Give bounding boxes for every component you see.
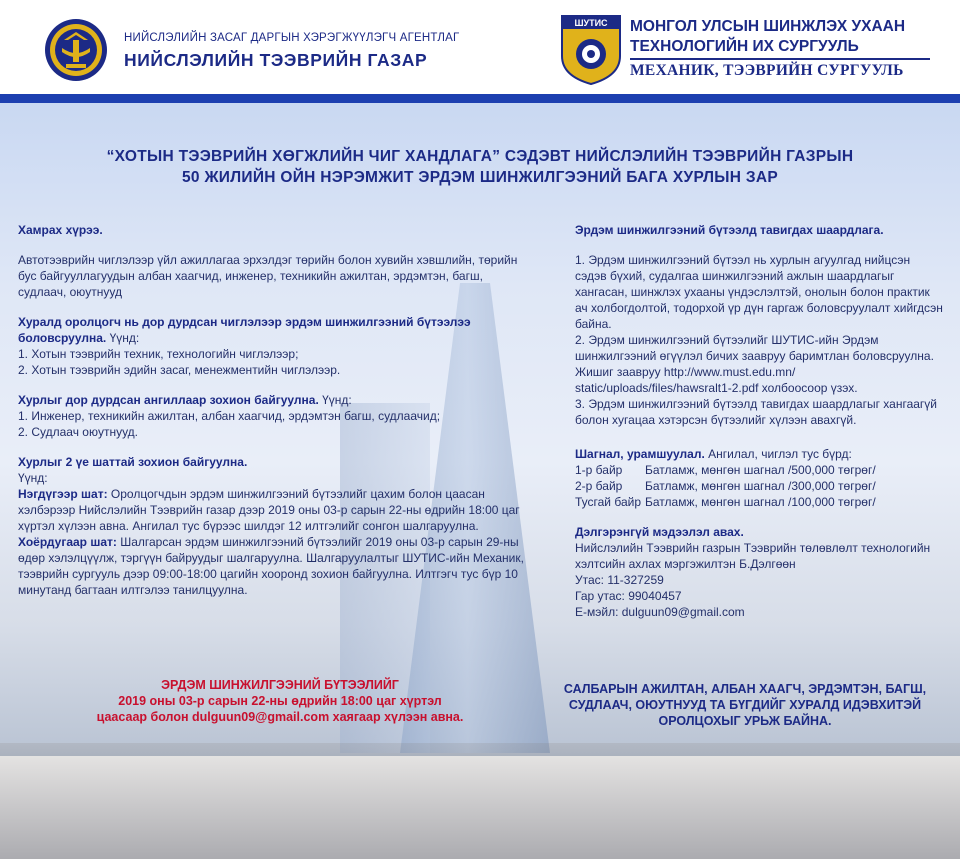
award-place: Тусгай байр	[575, 495, 641, 509]
requirement-1: 1. Эрдэм шинжилгээний бүтээл нь хурлын агуулгад нийцсэн сэдэв бүхий, судалгаа шинжилгээний ажлын шаардлагыг хангасан, шинжлэх ухааны үндэслэлтэй, онолын болон практик ач холбогдолтой, тодорхой үр дүн гаргаж боловсруулалт хийгдсэн байна.	[575, 253, 943, 331]
right-org-line2: ТЕХНОЛОГИЙН ИХ СУРГУУЛЬ	[630, 38, 859, 55]
contact-phone: Утас: 11-327259	[575, 573, 664, 587]
header	[0, 0, 960, 94]
slogan-line2: СУДЛААЧ, ОЮУТНУУД ТА БҮГДИЙГ ХУРАЛД ИДЭВХИТЭЙ	[568, 698, 922, 712]
stage2-paragraph	[18, 534, 526, 598]
award-row	[575, 494, 945, 510]
stage1-label: Нэгдүгээр шат:	[18, 487, 108, 501]
awards-block	[575, 446, 945, 462]
callout-line3: цаасаар болон dulguun09@gmail.com хаягаар хүлээн авна.	[96, 710, 464, 724]
university-logo-text	[560, 14, 622, 30]
contact-email: Е-мэйл: dulguun09@gmail.com	[575, 605, 745, 619]
header-divider	[630, 58, 930, 60]
right-org-line1: МОНГОЛ УЛСЫН ШИНЖЛЭХ УХААН	[630, 18, 906, 35]
categories-label: Үүнд:	[318, 393, 352, 407]
categories-heading: Хурлыг дор дурдсан ангиллаар зохион байгуулна.	[18, 393, 319, 407]
stages-heading: Хурлыг 2 үе шаттай зохион байгуулна.	[18, 455, 248, 469]
directions-item-1: 1. Хотын тээврийн техник, технологийн чиглэлээр;	[18, 347, 299, 361]
awards-intro: Ангилал, чиглэл тус бүрд:	[704, 447, 852, 461]
left-org-name: НИЙСЛЭЛИЙН ТЭЭВРИЙН ГАЗАР	[124, 50, 428, 70]
submission-callout	[0, 677, 560, 725]
contact-person: Нийслэлийн Тээврийн газрын Тээврийн төлөвлөлт технологийн хэлтсийн ахлах мэргэжилтэн Б.Дэлгөөн	[575, 541, 931, 571]
callout-line1: ЭРДЭМ ШИНЖИЛГЭЭНИЙ БҮТЭЭЛИЙГ	[161, 678, 399, 692]
categories-item-2: 2. Судлаач оюутнууд.	[18, 425, 139, 439]
poster-title	[0, 146, 960, 188]
requirement-3: 3. Эрдэм шинжилгээний бүтээлд тавигдах шаардлагыг хангаагүй болон хугацаа хэтэрсэн бүтээлийг хүлээн авахгүй.	[575, 397, 938, 427]
award-place: 2-р байр	[575, 479, 623, 493]
header-stripe	[0, 94, 960, 103]
slogan-line3: ОРОЛЦОХЫГ УРЬЖ БАЙНА.	[658, 714, 832, 728]
invitation-slogan	[530, 681, 960, 729]
background-street	[0, 743, 960, 859]
award-place: 1-р байр	[575, 463, 623, 477]
callout-line2: 2019 оны 03-р сарын 22-ны өдрийн 18:00 цаг хүртэл	[118, 694, 442, 708]
right-org-line3: МЕХАНИК, ТЭЭВРИЙН СУРГУУЛЬ	[630, 62, 904, 79]
directions-label: Үүнд:	[106, 331, 140, 345]
directions-heading: Хуралд оролцогч нь дор дурдсан чиглэлээр эрдэм шинжилгээний бүтээлээ боловсруулна.	[18, 315, 471, 345]
contact-heading: Дэлгэрэнгүй мэдээлэл авах.	[575, 525, 744, 539]
awards-heading: Шагнал, урамшуулал.	[575, 447, 705, 461]
scope-heading: Хамрах хүрээ.	[18, 223, 103, 237]
transport-agency-logo-icon	[44, 18, 108, 82]
award-prize: Батламж, мөнгөн шагнал /300,000 төгрөг/	[645, 479, 876, 493]
title-line1: “ХОТЫН ТЭЭВРИЙН ХӨГЖЛИЙН ЧИГ ХАНДЛАГА” СЭДЭВТ НИЙСЛЭЛИЙН ТЭЭВРИЙН ГАЗРЫН	[106, 148, 854, 165]
right-column	[575, 222, 945, 620]
requirement-2: 2. Эрдэм шинжилгээний бүтээлийг ШУТИС-ийн Эрдэм шинжилгээний өгүүлэл бичих заавруу баримтлан боловсруулна. Жишиг заавруу http://www.must.edu.mn/ static/uploads/files/hawsralt1-2.pdf холбоосоор үзэх.	[575, 333, 934, 395]
stage2-label: Хоёрдугаар шат:	[18, 535, 117, 549]
categories-item-1: 1. Инженер, техникийн ажилтан, албан хаагчид, эрдэмтэн багш, судлаачид;	[18, 409, 441, 423]
stages-label: Үүнд:	[18, 471, 48, 485]
directions-block	[18, 314, 526, 346]
svg-text:ШУТИС: ШУТИС	[574, 18, 608, 28]
left-column	[18, 222, 526, 598]
slogan-line1: САЛБАРЫН АЖИЛТАН, АЛБАН ХААГЧ, ЭРДЭМТЭН, БАГШ,	[563, 682, 927, 696]
directions-item-2: 2. Хотын тээврийн эдийн засаг, менежментийн чиглэлээр.	[18, 363, 341, 377]
stage1-paragraph	[18, 486, 526, 534]
award-row	[575, 462, 945, 478]
categories-block	[18, 392, 526, 408]
title-line2: 50 ЖИЛИЙН ОЙН НЭРЭМЖИТ ЭРДЭМ ШИНЖИЛГЭЭНИЙ БАГА ХУРЛЫН ЗАР	[182, 169, 778, 186]
stage1-text: Оролцогчдын эрдэм шинжилгээний бүтээлийг цахим болон цаасан хэлбэрээр Нийслэлийн Тээврийн газар дээр 2019 оны 03-р сарын 22-ны өдрийн 18:00 цаг хүртэл хүлээн авна. Ангилал тус бүрээс шилдэг 12 илтгэлийг сонгон шалгаруулна.	[18, 487, 520, 533]
contact-mobile: Гар утас: 99040457	[575, 589, 682, 603]
stage2-text: Шалгарсан эрдэм шинжилгээний бүтээлийг 2019 оны 03-р сарын 29-ны өдөр хэлэлцүүлж, тэргүүн байруудыг шалгаруулна. Шалгаруулалтыг ШУТИС-ийн Механик, тээврийн сургууль дээр 09:00-18:00 цагийн хооронд зохион байгуулна. Илтгэгч тус бүр 10 минутанд багтаан илтгэлээ танилцуулна.	[18, 535, 524, 597]
left-org-subtitle: НИЙСЛЭЛИЙН ЗАСАГ ДАРГЫН ХЭРЭГЖҮҮЛЭГЧ АГЕНТЛАГ	[124, 32, 460, 44]
award-row	[575, 478, 945, 494]
award-prize: Батламж, мөнгөн шагнал /100,000 төгрөг/	[645, 495, 876, 509]
scope-text: Автотээврийн чиглэлээр үйл ажиллагаа эрхэлдэг төрийн болон хувийн хэвшлийн, төрийн бус байгууллагуудын албан хаагчид, инженер, техникийн ажилтан, эрдэмтэн, багш, судлаач, оюутнууд	[18, 253, 518, 299]
award-prize: Батламж, мөнгөн шагнал /500,000 төгрөг/	[645, 463, 876, 477]
requirements-heading: Эрдэм шинжилгээний бүтээлд тавигдах шаардлага.	[575, 223, 884, 237]
